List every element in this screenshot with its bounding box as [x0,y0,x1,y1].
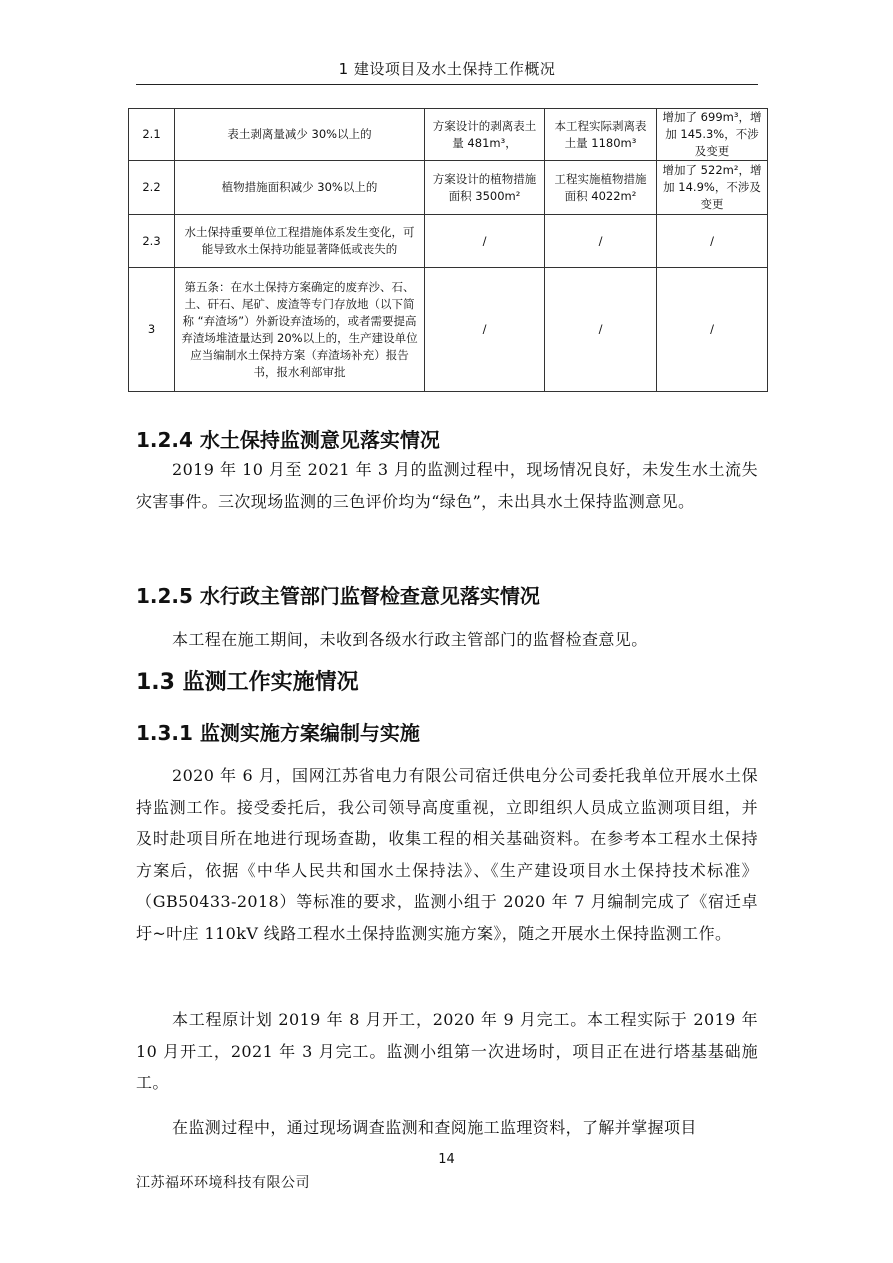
row-actual: / [545,215,657,268]
table-row [129,109,768,161]
table-row [129,161,768,215]
row-actual: 工程实施植物措施面积 4022m² [545,161,657,215]
row-item: 水土保持重要单位工程措施体系发生变化，可能导致水土保持功能显著降低或丧失的 [175,215,425,268]
row-item: 第五条：在水土保持方案确定的废弃沙、石、土、矸石、尾矿、废渣等专门存放地（以下简称 “弃渣场”）外新设弃渣场的，或者需要提高弃渣场堆渣量达到 20%以上的，生产建设单位应当编制水土保持方案（弃渣场补充）报告书，报水利部审批 [175,268,425,392]
section-heading-1-3-1: 1.3.1 监测实施方案编制与实施 [136,721,420,745]
row-number: 3 [129,268,175,392]
row-number: 2.3 [129,215,175,268]
section-heading-1-2-4: 1.2.4 水土保持监测意见落实情况 [136,428,440,452]
table-row [129,268,768,392]
row-result: / [657,215,768,268]
row-number: 2.2 [129,161,175,215]
header-rule [136,84,758,85]
row-actual: 本工程实际剥离表土量 1180m³ [545,109,657,161]
paragraph: 在监测过程中，通过现场调查监测和查阅施工监理资料，了解并掌握项目 [172,1118,697,1137]
row-plan: 方案设计的剥离表土量 481m³， [425,109,545,161]
row-result: 增加了 699m³，增加 145.3%，不涉及变更 [657,109,768,161]
row-actual: / [545,268,657,392]
page-number: 14 [438,1152,455,1167]
paragraph: 2019 年 10 月至 2021 年 3 月的监测过程中，现场情况良好，未发生水土流失灾害事件。三次现场监测的三色评价均为“绿色”，未出具水土保持监测意见。 [136,460,758,511]
paragraph: 2020 年 6 月，国网江苏省电力有限公司宿迁供电分公司委托我单位开展水土保持监测工作。接受委托后，我公司领导高度重视，立即组织人员成立监测项目组，并及时赴项目所在地进行现场查勘，收集工程的相关基础资料。在参考本工程水土保持方案后，依据《中华人民共和国水土保持法》、《生产建设项目水土保持技术标准》（GB50433-2018）等标准的要求，监测小组于 2020 年 7 月编制完成了《宿迁卓圩~叶庄 110kV 线路工程水土保持监测实施方案》，随之开展水土保持监测工作。 [136,766,758,943]
row-result: 增加了 522m²，增加 14.9%，不涉及变更 [657,161,768,215]
comparison-table [128,108,768,392]
row-plan: 方案设计的植物措施面积 3500m² [425,161,545,215]
page-header-title: 1 建设项目及水土保持工作概况 [338,60,556,78]
paragraph: 本工程原计划 2019 年 8 月开工，2020 年 9 月完工。本工程实际于 2019 年 10 月开工，2021 年 3 月完工。监测小组第一次进场时，项目正在进行塔基基础施工。 [136,1010,758,1092]
section-heading-1-3: 1.3 监测工作实施情况 [136,670,359,695]
section-heading-1-2-5: 1.2.5 水行政主管部门监督检查意见落实情况 [136,584,540,608]
row-item: 表土剥离量减少 30%以上的 [175,109,425,161]
row-result: / [657,268,768,392]
table-row [129,215,768,268]
row-number: 2.1 [129,109,175,161]
row-plan: / [425,268,545,392]
paragraph: 本工程在施工期间，未收到各级水行政主管部门的监督检查意见。 [172,630,648,649]
footer-company: 江苏福环环境科技有限公司 [136,1175,310,1191]
row-plan: / [425,215,545,268]
row-item: 植物措施面积减少 30%以上的 [175,161,425,215]
